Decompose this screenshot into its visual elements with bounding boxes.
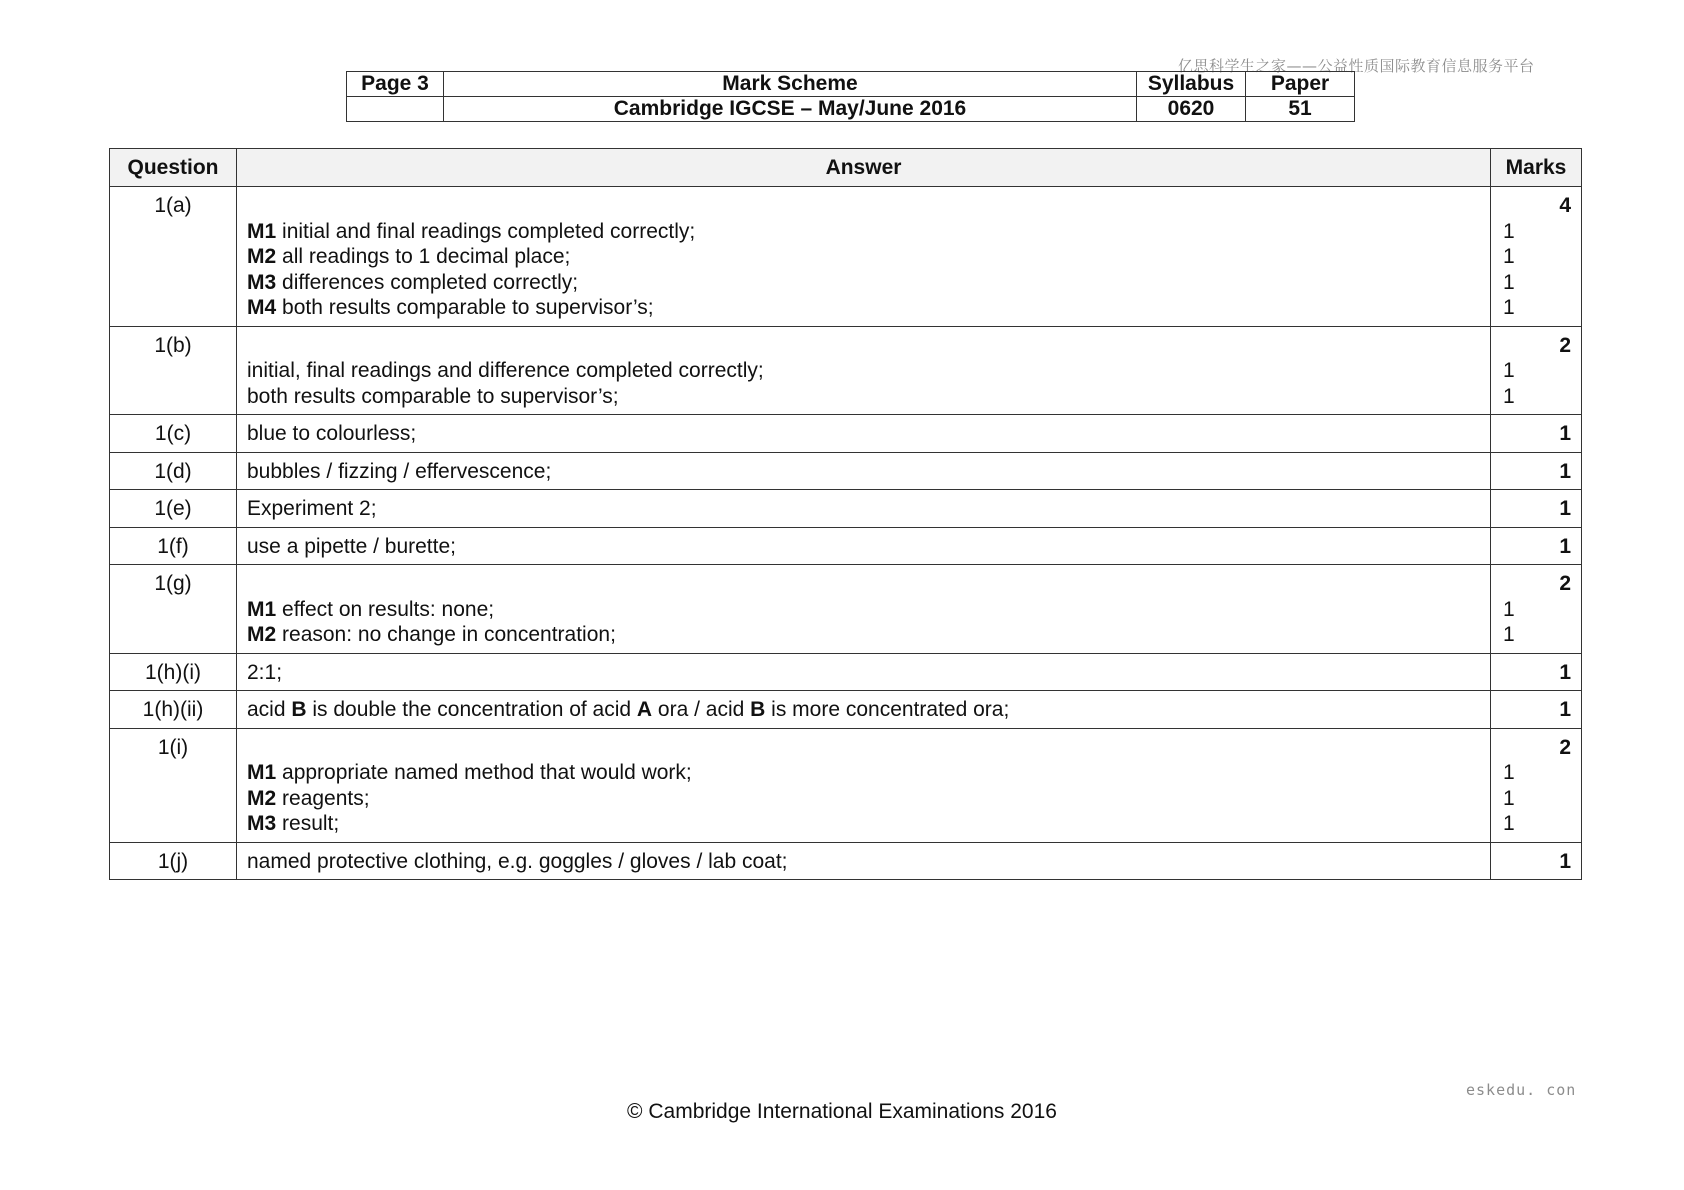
table-row	[110, 415, 1582, 453]
answer-line: M4 both results comparable to supervisor’s;	[247, 296, 654, 319]
exam-name: Cambridge IGCSE – May/June 2016	[444, 97, 1137, 122]
sub-mark: 1	[1503, 270, 1515, 294]
answer-text: 2:1;	[237, 653, 1491, 691]
total-mark: 2	[1559, 333, 1571, 357]
table-row	[110, 326, 1582, 415]
table-row	[110, 565, 1582, 654]
marks-cell	[1491, 565, 1582, 654]
document-title: Mark Scheme	[444, 72, 1137, 97]
answer-line: M2 reason: no change in concentration;	[247, 623, 616, 646]
page-header-table	[346, 71, 1355, 122]
table-row	[110, 842, 1582, 880]
question-number: 1(j)	[110, 842, 237, 880]
sub-mark: 1	[1503, 384, 1515, 408]
sub-mark: 1	[1503, 296, 1515, 319]
total-mark: 4	[1559, 194, 1571, 217]
answer-line: M1 appropriate named method that would work;	[247, 761, 692, 784]
total-mark: 1	[1491, 842, 1582, 880]
sub-mark: 1	[1503, 812, 1515, 835]
table-row	[110, 452, 1582, 490]
answer-line: M1 initial and final readings completed correctly;	[247, 219, 696, 243]
answer-line: initial, final readings and difference completed correctly;	[247, 359, 764, 382]
answer-line: M2 reagents;	[247, 786, 370, 810]
answer-text: acid B is double the concentration of acid A ora / acid B is more concentrated ora;	[237, 691, 1491, 729]
paper-label: Paper	[1246, 72, 1355, 97]
question-number: 1(h)(i)	[110, 653, 237, 691]
answer-line: both results comparable to supervisor’s;	[247, 384, 619, 408]
total-mark: 1	[1491, 527, 1582, 565]
answer-line: M3 result;	[247, 812, 340, 835]
answer-cell	[237, 187, 1491, 327]
marks-cell	[1491, 728, 1582, 842]
question-column-header: Question	[110, 149, 237, 187]
answer-cell	[237, 326, 1491, 415]
answer-text: named protective clothing, e.g. goggles / gloves / lab coat;	[237, 842, 1491, 880]
watermark-text-top: 亿思科学生之家——公益性质国际教育信息服务平台	[1178, 57, 1535, 75]
header-empty-cell	[347, 97, 444, 122]
answer-cell	[237, 728, 1491, 842]
syllabus-code: 0620	[1137, 97, 1246, 122]
total-mark: 1	[1491, 415, 1582, 453]
table-row	[110, 490, 1582, 528]
sub-mark: 1	[1503, 597, 1515, 621]
table-row	[110, 187, 1582, 327]
question-number: 1(h)(ii)	[110, 691, 237, 729]
question-number: 1(b)	[110, 326, 237, 415]
table-row	[110, 691, 1582, 729]
answer-cell	[237, 565, 1491, 654]
sub-mark: 1	[1503, 245, 1515, 268]
sub-mark: 1	[1503, 219, 1515, 243]
table-row	[110, 728, 1582, 842]
sub-mark: 1	[1503, 761, 1515, 784]
answer-text: blue to colourless;	[237, 415, 1491, 453]
answer-column-header: Answer	[237, 149, 1491, 187]
mark-scheme-table	[109, 148, 1582, 880]
question-number: 1(g)	[110, 565, 237, 654]
page-number: Page 3	[347, 72, 444, 97]
total-mark: 1	[1491, 653, 1582, 691]
syllabus-label: Syllabus	[1137, 72, 1246, 97]
answer-line: M1 effect on results: none;	[247, 597, 495, 621]
question-number: 1(e)	[110, 490, 237, 528]
total-mark: 1	[1491, 691, 1582, 729]
answer-text: Experiment 2;	[237, 490, 1491, 528]
sub-mark: 1	[1503, 623, 1515, 646]
question-number: 1(c)	[110, 415, 237, 453]
table-row	[110, 653, 1582, 691]
paper-number: 51	[1246, 97, 1355, 122]
marks-cell	[1491, 326, 1582, 415]
answer-text: use a pipette / burette;	[237, 527, 1491, 565]
answer-line: M2 all readings to 1 decimal place;	[247, 245, 571, 268]
question-number: 1(f)	[110, 527, 237, 565]
total-mark: 2	[1559, 735, 1571, 759]
question-number: 1(i)	[110, 728, 237, 842]
marks-cell	[1491, 187, 1582, 327]
question-number: 1(d)	[110, 452, 237, 490]
sub-mark: 1	[1503, 786, 1515, 810]
table-row	[110, 527, 1582, 565]
answer-line: M3 differences completed correctly;	[247, 270, 579, 294]
total-mark: 1	[1491, 490, 1582, 528]
total-mark: 1	[1491, 452, 1582, 490]
sub-mark: 1	[1503, 359, 1515, 382]
marks-column-header: Marks	[1491, 149, 1582, 187]
question-number: 1(a)	[110, 187, 237, 327]
answer-text: bubbles / fizzing / effervescence;	[237, 452, 1491, 490]
total-mark: 2	[1559, 572, 1571, 595]
copyright-footer: © Cambridge International Examinations 2016	[627, 1100, 1057, 1123]
watermark-text-bottom: eskedu. con	[1466, 1081, 1577, 1099]
